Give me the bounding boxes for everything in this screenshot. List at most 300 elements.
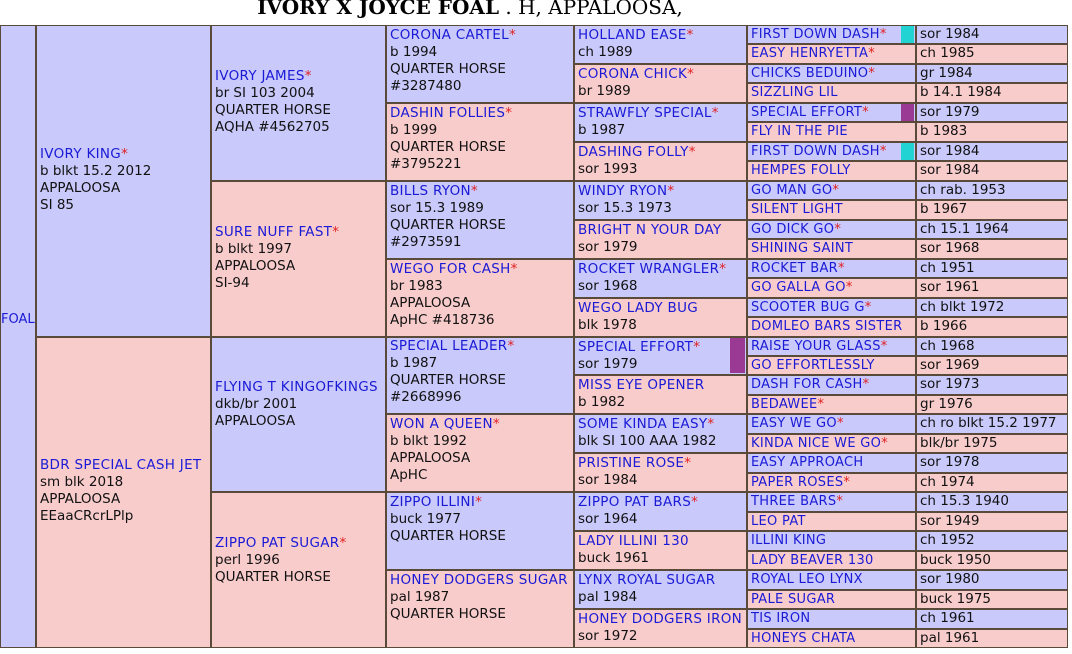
pedigree-cell-content (578, 105, 744, 139)
star-marker: * (339, 535, 347, 552)
horse-detail-line: pal 1987 (390, 589, 450, 606)
pedigree-cell-content (390, 572, 571, 623)
pedigree-cell (574, 375, 747, 414)
horse-name-link[interactable]: DASH FOR CASH (751, 377, 863, 393)
horse-name-link[interactable]: ZIPPO ILLINI (390, 494, 476, 511)
horse-breed-line: QUARTER HORSE (215, 569, 331, 586)
pedigree-cell (574, 298, 747, 337)
horse-name-line (578, 572, 744, 589)
horse-name-link[interactable]: BDR SPECIAL CASH JET (40, 457, 202, 474)
horse-detail: sor 1961 (920, 279, 980, 296)
star-marker: * (304, 67, 312, 84)
horse-name-line (578, 377, 744, 394)
gen5-detail-cell (916, 551, 1068, 570)
horse-name-link[interactable]: GO GALLA GO (751, 280, 846, 296)
page-title-suffix: . H, APPALOOSA, (499, 0, 683, 19)
horse-name-line (215, 68, 383, 85)
star-marker: * (845, 280, 853, 296)
horse-breed-line: QUARTER HORSE (390, 528, 506, 545)
pedigree-cell (386, 25, 574, 103)
pedigree-cell-content (578, 183, 744, 217)
horse-name-line (40, 457, 208, 474)
horse-name-link[interactable]: ROYAL LEO LYNX (751, 572, 863, 588)
pedigree-cell-content (390, 105, 571, 173)
horse-detail: ch 15.1 1964 (920, 220, 1009, 237)
subject-foal-cell (0, 25, 36, 648)
gen5-name-cell (747, 278, 916, 297)
gen5-detail-cell (916, 181, 1068, 200)
gen5-name-cell (747, 570, 916, 589)
subject-foal-label[interactable]: FOAL (1, 312, 35, 327)
horse-name-line (578, 455, 744, 472)
horse-name-link[interactable]: HONEY DODGERS IRON (578, 611, 743, 628)
horse-name-link[interactable]: HOLLAND EASE (578, 27, 687, 43)
horse-detail: sor 1984 (920, 162, 980, 179)
horse-detail: b 1967 (920, 201, 968, 218)
horse-registry-line: SI-94 (215, 274, 250, 291)
pedigree-cell (574, 609, 747, 648)
horse-name-link[interactable]: WEGO LADY BUG (578, 299, 699, 316)
horse-name-link[interactable]: PALE SUGAR (751, 591, 836, 607)
star-marker: * (836, 416, 844, 432)
gen5-name-cell (747, 492, 916, 511)
horse-name-link[interactable]: DASHIN FOLLIES (390, 104, 506, 121)
gen5-detail-cell (916, 142, 1068, 161)
pedigree-cell (386, 181, 574, 259)
gen5-name-cell (747, 590, 916, 609)
horse-name-link[interactable]: WINDY RYON (578, 182, 668, 199)
horse-detail-line: b blkt 15.2 2012 (40, 162, 152, 179)
horse-detail: sor 1978 (920, 454, 980, 471)
pedigree-cell (386, 103, 574, 181)
horse-name-link[interactable]: PRISTINE ROSE (578, 455, 685, 472)
star-marker: * (843, 474, 850, 490)
horse-name-link[interactable]: SPECIAL EFFORT (578, 338, 694, 355)
horse-name-line (390, 261, 571, 278)
gen5-detail-cell (916, 83, 1068, 102)
horse-name-link[interactable]: FLY IN THE PIE (751, 124, 848, 140)
star-marker: * (719, 260, 727, 277)
gen5-name-cell (747, 181, 916, 200)
horse-name-line (578, 27, 744, 44)
horse-detail-line: b blkt 1997 (215, 240, 292, 257)
horse-registry-line: #2973591 (390, 233, 462, 250)
horse-name-line (578, 300, 744, 317)
star-marker: * (121, 145, 128, 162)
star-marker: * (707, 416, 715, 433)
horse-detail-line: dkb/br 2001 (215, 396, 298, 413)
star-marker: * (879, 27, 887, 42)
horse-breed-line: APPALOOSA (40, 179, 121, 196)
gen5-detail-cell (916, 259, 1068, 278)
horse-name-line (578, 105, 744, 122)
horse-name-link[interactable]: BILLS RYON (390, 182, 471, 199)
horse-detail: ch 1961 (920, 610, 975, 627)
pedigree-cell-content (578, 572, 744, 606)
gen5-detail-cell (916, 395, 1068, 414)
gen5-detail-cell (916, 492, 1068, 511)
gen5-name-cell (747, 414, 916, 433)
gen5-detail-cell (916, 25, 1068, 44)
horse-breed-line: QUARTER HORSE (390, 216, 506, 233)
horse-registry-line: ApHC (390, 467, 428, 484)
gen5-detail-cell (916, 64, 1068, 83)
horse-name-line (215, 535, 383, 552)
page-title-main: IVORY X JOYCE FOAL (257, 0, 500, 19)
horse-registry-line: #2668996 (390, 389, 462, 406)
pedigree-cell (211, 25, 386, 181)
horse-detail-line: sor 1964 (578, 511, 638, 528)
horse-detail: sor 1984 (920, 142, 980, 159)
pedigree-cell-content (390, 27, 571, 95)
star-marker: * (505, 104, 512, 121)
gen5-name-cell (747, 317, 916, 336)
horse-detail: buck 1950 (920, 551, 992, 568)
horse-name-link[interactable]: WEGO FOR CASH (390, 260, 511, 277)
star-marker: * (686, 27, 694, 43)
gen5-name-cell (747, 220, 916, 239)
pedigree-cell (574, 531, 747, 570)
pedigree-cell-content (215, 68, 383, 136)
gen5-detail-cell (916, 200, 1068, 219)
horse-detail-line: b 1994 (390, 43, 438, 60)
star-marker: * (838, 260, 845, 276)
gen5-name-cell (747, 356, 916, 375)
horse-detail-line: b 1987 (390, 355, 438, 372)
horse-detail-line: br SI 103 2004 (215, 84, 315, 101)
horse-name-line (578, 611, 744, 628)
horse-name-line (578, 533, 744, 550)
pedigree-cell (574, 259, 747, 298)
horse-name-line (578, 66, 744, 83)
horse-breed-line: QUARTER HORSE (390, 138, 506, 155)
pedigree-cell (574, 181, 747, 220)
horse-name-link[interactable]: ILLINI KING (751, 533, 827, 549)
horse-name-link[interactable]: SPECIAL LEADER (390, 338, 508, 355)
gen5-name-cell (747, 161, 916, 180)
horse-name-line (390, 183, 571, 200)
horse-name-link[interactable]: KINDA NICE WE GO (751, 435, 882, 451)
pedigree-cell-content (390, 261, 571, 329)
pedigree-cell-content (578, 66, 744, 100)
pedigree-cell (574, 570, 747, 609)
gen5-detail-cell (916, 629, 1068, 648)
horse-name-link[interactable]: IVORY KING (40, 145, 122, 162)
star-marker: * (508, 26, 516, 43)
pedigree-cell (574, 142, 747, 181)
horse-name-link[interactable]: LADY BEAVER 130 (751, 552, 874, 568)
horse-detail: ch ro blkt 15.2 1977 (920, 415, 1057, 432)
horse-detail-line: b 1999 (390, 121, 438, 138)
horse-detail-line: sor 15.3 1973 (578, 199, 672, 216)
horse-name-link[interactable]: ZIPPO PAT BARS (578, 494, 692, 511)
horse-name-link[interactable]: CHICKS BEDUINO (751, 65, 869, 81)
horse-name-link[interactable]: EASY HENRYETTA (751, 46, 869, 62)
gen5-name-cell (747, 200, 916, 219)
gen5-detail-cell (916, 414, 1068, 433)
pedigree-cell-content (390, 183, 571, 251)
horse-name-link[interactable]: SOME KINDA EASY (578, 416, 708, 433)
star-marker: * (332, 223, 339, 240)
horse-name-line (215, 224, 383, 241)
horse-name-link[interactable]: LEO PAT (751, 513, 806, 529)
horse-name-link[interactable]: SCOOTER BUG G (751, 299, 865, 315)
horse-name-link[interactable]: SILENT LIGHT (751, 202, 843, 218)
horse-name-link[interactable]: FIRST DOWN DASH (751, 143, 880, 159)
horse-name-link[interactable]: MISS EYE OPENER (578, 377, 705, 394)
gen5-name-cell (747, 142, 916, 161)
horse-detail: ch 1951 (920, 259, 975, 276)
horse-detail: sor 1984 (920, 26, 980, 42)
gen5-name-cell (747, 259, 916, 278)
horse-detail: blk/br 1975 (920, 434, 998, 451)
pedigree-cell-content (578, 611, 744, 645)
pedigree-cell (36, 25, 211, 337)
horse-detail-line: sor 1968 (578, 277, 638, 294)
pedigree-cell (574, 453, 747, 492)
horse-name-link[interactable]: TIS IRON (751, 611, 811, 627)
pedigree-cell-content (578, 261, 744, 295)
horse-name-link[interactable]: BRIGHT N YOUR DAY (578, 221, 722, 238)
horse-name-link[interactable]: RAISE YOUR GLASS (751, 338, 881, 354)
horse-name-link[interactable]: SURE NUFF FAST (215, 223, 333, 240)
gen5-name-cell (747, 103, 916, 122)
gen5-detail-cell (916, 122, 1068, 141)
star-marker: * (817, 396, 824, 412)
horse-name-line (578, 222, 744, 239)
horse-name-line (390, 338, 571, 355)
gen5-name-cell (747, 337, 916, 356)
horse-detail-line: sor 1984 (578, 472, 638, 489)
gen5-detail-cell (916, 473, 1068, 492)
horse-name-line (578, 144, 744, 161)
gen5-detail-cell (916, 298, 1068, 317)
star-marker: * (684, 455, 691, 472)
horse-detail: ch 1974 (920, 473, 975, 490)
horse-name-link[interactable]: LYNX ROYAL SUGAR (578, 572, 716, 589)
star-marker: * (880, 338, 888, 354)
page-title (0, 0, 940, 21)
star-marker: * (711, 104, 719, 121)
pedigree-cell-content (578, 27, 744, 61)
horse-name-link[interactable]: DASHING FOLLY (578, 143, 689, 160)
gen5-name-cell (747, 609, 916, 628)
star-marker: * (688, 143, 696, 160)
gen5-detail-cell (916, 356, 1068, 375)
pedigree-cell-content (578, 144, 744, 178)
horse-name-link[interactable]: HEMPES FOLLY (751, 163, 851, 179)
horse-name-line (390, 494, 571, 511)
pedigree-cell-content (578, 222, 744, 256)
horse-detail: gr 1984 (920, 64, 973, 81)
pedigree-cell (386, 492, 574, 570)
gen5-name-cell (747, 551, 916, 570)
horse-name-link[interactable]: IVORY JAMES (215, 67, 305, 84)
horse-detail-line: pal 1984 (578, 589, 638, 606)
color-marker (901, 26, 914, 43)
pedigree-cell (386, 570, 574, 648)
pedigree-cell-content (578, 416, 744, 450)
horse-name-line (578, 494, 744, 511)
star-marker: * (879, 143, 887, 159)
gen5-detail-cell (916, 531, 1068, 550)
horse-detail-line: b blkt 1992 (390, 433, 467, 450)
horse-name-link[interactable]: BEDAWEE (751, 396, 818, 412)
horse-detail: gr 1976 (920, 395, 973, 412)
gen5-name-cell (747, 239, 916, 258)
gen5-detail-cell (916, 161, 1068, 180)
star-marker: * (881, 435, 888, 451)
horse-detail-line: sor 15.3 1989 (390, 199, 484, 216)
gen5-name-cell (747, 629, 916, 648)
horse-detail: sor 1949 (920, 512, 980, 529)
horse-detail-line: sor 1972 (578, 628, 638, 645)
horse-breed-line: QUARTER HORSE (390, 372, 506, 389)
star-marker: * (832, 182, 839, 198)
horse-name-link[interactable]: GO MAN GO (751, 182, 833, 198)
horse-name-line (390, 572, 571, 589)
horse-name-link[interactable]: HONEYS CHATA (751, 630, 856, 646)
horse-detail: sor 1968 (920, 240, 980, 257)
horse-name-line (40, 146, 208, 163)
horse-name-link[interactable]: FLYING T KINGOFKINGS (215, 379, 378, 396)
gen5-name-cell (747, 453, 916, 472)
horse-name-link[interactable]: SPECIAL EFFORT (751, 104, 863, 120)
horse-name-line (578, 183, 744, 200)
pedigree-cell (36, 337, 211, 649)
horse-name-link[interactable]: DOMLEO BARS SISTER (751, 319, 903, 335)
horse-name-link[interactable]: PAPER ROSES (751, 474, 844, 490)
horse-name-line (215, 379, 383, 396)
star-marker: * (836, 494, 843, 510)
gen5-name-cell (747, 83, 916, 102)
horse-registry-line: #3287480 (390, 77, 462, 94)
pedigree-cell-content (578, 494, 744, 528)
gen5-name-cell (747, 25, 916, 44)
horse-detail: b 14.1 1984 (920, 84, 1002, 101)
horse-detail-line: br 1989 (578, 82, 631, 99)
gen5-detail-cell (916, 375, 1068, 394)
horse-breed-line: APPALOOSA (215, 413, 296, 430)
horse-registry-line: #3795221 (390, 155, 462, 172)
pedigree-cell (574, 220, 747, 259)
horse-name-link[interactable]: GO DICK GO (751, 221, 835, 237)
horse-detail-line: buck 1977 (390, 511, 462, 528)
horse-name-link[interactable]: SIZZLING LIL (751, 85, 838, 101)
pedigree-cell-content (215, 224, 383, 292)
gen5-detail-cell (916, 434, 1068, 453)
horse-name-link[interactable]: CORONA CARTEL (390, 26, 509, 43)
star-marker: * (693, 338, 700, 355)
star-marker: * (492, 416, 500, 433)
star-marker: * (687, 65, 694, 82)
gen5-name-cell (747, 531, 916, 550)
pedigree-cell (574, 64, 747, 103)
gen5-detail-cell (916, 570, 1068, 589)
horse-name-line (578, 416, 744, 433)
gen5-detail-cell (916, 512, 1068, 531)
horse-name-link[interactable]: EASY WE GO (751, 416, 837, 432)
horse-name-link[interactable]: WON A QUEEN (390, 416, 493, 433)
pedigree-cell-content (215, 379, 383, 430)
horse-name-line (390, 27, 571, 44)
pedigree-cell (574, 492, 747, 531)
horse-registry-line: AQHA #4562705 (215, 118, 330, 135)
horse-name-link[interactable]: THREE BARS (751, 494, 837, 510)
horse-name-link[interactable]: ZIPPO PAT SUGAR (215, 535, 340, 552)
horse-name-link[interactable]: ROCKET BAR (751, 260, 838, 276)
horse-name-link[interactable]: HONEY DODGERS SUGAR (390, 572, 568, 589)
horse-registry-line: SI 85 (40, 196, 75, 213)
pedigree-cell-content (578, 455, 744, 489)
gen5-name-cell (747, 512, 916, 531)
horse-name-link[interactable]: FIRST DOWN DASH (751, 27, 880, 42)
star-marker: * (691, 494, 698, 511)
gen5-detail-cell (916, 103, 1068, 122)
horse-breed-line: APPALOOSA (390, 294, 471, 311)
horse-name-link[interactable]: EASY APPROACH (751, 455, 864, 471)
horse-breed-line: QUARTER HORSE (390, 60, 506, 77)
color-marker (730, 338, 745, 374)
gen5-detail-cell (916, 609, 1068, 628)
horse-detail: ch 1985 (920, 45, 975, 62)
gen5-name-cell (747, 298, 916, 317)
horse-name-link[interactable]: GO EFFORTLESSLY (751, 357, 875, 373)
horse-detail-line: sor 1979 (578, 355, 638, 372)
horse-name-line (390, 416, 571, 433)
horse-detail: b 1966 (920, 318, 968, 335)
gen5-detail-cell (916, 278, 1068, 297)
pedigree-cell-content (578, 339, 744, 373)
star-marker: * (475, 494, 482, 511)
pedigree-cell-content (578, 377, 744, 411)
pedigree-cell-content (40, 146, 208, 214)
pedigree-cell (574, 103, 747, 142)
horse-name-line (578, 261, 744, 278)
horse-breed-line: QUARTER HORSE (390, 606, 506, 623)
gen5-detail-cell (916, 220, 1068, 239)
horse-detail: sor 1969 (920, 356, 980, 373)
horse-name-link[interactable]: STRAWFLY SPECIAL (578, 104, 712, 121)
gen5-detail-cell (916, 44, 1068, 63)
star-marker: * (868, 65, 875, 81)
horse-breed-line: APPALOOSA (40, 491, 121, 508)
horse-detail-line: b 1987 (578, 121, 626, 138)
pedigree-cell (574, 25, 747, 64)
horse-detail-line: br 1983 (390, 277, 443, 294)
star-marker: * (470, 182, 478, 199)
horse-name-link[interactable]: LADY ILLINI 130 (578, 533, 689, 550)
horse-detail: sor 1973 (920, 376, 980, 393)
horse-detail: ch 15.3 1940 (920, 493, 1009, 510)
pedigree-cell-content (390, 494, 571, 545)
gen5-name-cell (747, 434, 916, 453)
pedigree-cell-content (40, 457, 208, 525)
pedigree-cell (574, 414, 747, 453)
pedigree-cell-content (215, 535, 383, 586)
gen5-detail-cell (916, 590, 1068, 609)
horse-name-link[interactable]: SHINING SAINT (751, 241, 854, 257)
gen5-name-cell (747, 122, 916, 141)
horse-name-link[interactable]: CORONA CHICK (578, 65, 688, 82)
horse-registry-line: ApHC #418736 (390, 311, 495, 328)
gen5-name-cell (747, 473, 916, 492)
star-marker: * (507, 338, 515, 355)
horse-detail-line: b 1982 (578, 394, 626, 411)
star-marker: * (510, 260, 518, 277)
gen5-name-cell (747, 64, 916, 83)
horse-name-link[interactable]: ROCKET WRANGLER (578, 260, 720, 277)
